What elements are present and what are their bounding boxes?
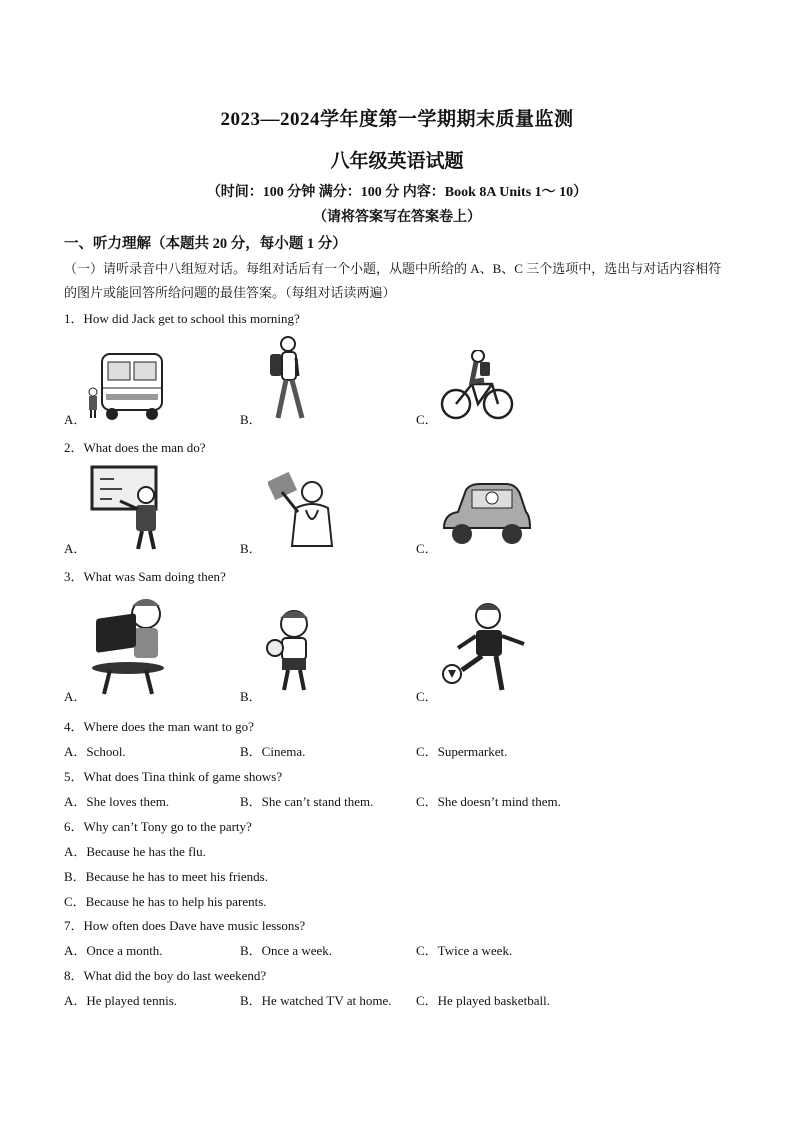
option-c[interactable]: C．Twice a week. xyxy=(416,943,513,958)
school-bus-picture xyxy=(86,348,166,422)
question-6 xyxy=(64,816,252,835)
question-7 xyxy=(64,915,305,934)
option-b[interactable]: B．Because he has to meet his friends. xyxy=(64,869,268,884)
option-b[interactable]: B．Once a week. xyxy=(240,943,333,958)
section-heading: 一、听力理解（本题共 20 分，每小题 1 分） xyxy=(64,236,347,252)
boy-at-computer-picture xyxy=(88,596,172,696)
option-a[interactable]: A． xyxy=(64,689,87,704)
option-c[interactable]: C．Supermarket. xyxy=(416,744,508,759)
cyclist-picture xyxy=(440,350,514,422)
question-text: How did Jack get to school this morning? xyxy=(83,311,300,326)
option-c[interactable]: C． xyxy=(416,689,438,704)
teacher-at-board-picture xyxy=(90,465,172,551)
option-b[interactable]: B．She can’t stand them. xyxy=(240,794,374,809)
question-number: 3． xyxy=(64,569,84,584)
question-text: How often does Dave have music lessons? xyxy=(83,918,306,933)
question-number: 4． xyxy=(64,719,84,734)
option-a[interactable]: A． xyxy=(64,412,87,427)
walking-student-picture xyxy=(262,334,312,422)
option-b[interactable]: B． xyxy=(240,412,262,427)
question-3 xyxy=(64,566,226,585)
option-c[interactable]: C． xyxy=(416,412,438,427)
question-4 xyxy=(64,716,254,735)
question-number: 7． xyxy=(64,918,84,933)
option-a[interactable]: A．Once a month. xyxy=(64,943,163,958)
option-c[interactable]: C．Because he has to help his parents. xyxy=(64,894,267,909)
boy-with-ball-picture xyxy=(266,606,316,696)
question-2 xyxy=(64,437,206,456)
boy-kicking-football-picture xyxy=(440,600,532,696)
question-8 xyxy=(64,965,266,984)
option-b[interactable]: B．He watched TV at home. xyxy=(240,993,392,1008)
option-a[interactable]: A．School. xyxy=(64,744,126,759)
option-c[interactable]: C．She doesn’t mind them. xyxy=(416,794,561,809)
exam-subtitle: 八年级英语试题 xyxy=(330,151,464,172)
exam-note: （请将答案写在答案卷上） xyxy=(313,210,481,225)
question-text: Why can’t Tony go to the party? xyxy=(83,819,252,834)
option-b[interactable]: B． xyxy=(240,689,262,704)
doctor-with-xray-picture xyxy=(268,472,340,548)
option-b[interactable]: B．Cinema. xyxy=(240,744,306,759)
question-5 xyxy=(64,766,282,785)
option-a[interactable]: A． xyxy=(64,541,87,556)
exam-title: 2023—2024学年度第一学期期末质量监测 xyxy=(220,109,574,130)
question-text: Where does the man want to go? xyxy=(83,719,254,734)
question-number: 5． xyxy=(64,769,84,784)
question-number: 8． xyxy=(64,968,84,983)
question-text: What did the boy do last weekend? xyxy=(83,968,267,983)
man-driving-car-picture xyxy=(440,478,532,550)
section-instructions: （一）请听录音中八组短对话。每组对话后有一个小题，从题中所给的 A、B、C 三个选项中，选出与对话内容相符的图片或能回答所给问题的最佳答案。（每组对话读两遍） xyxy=(64,261,722,300)
question-number: 2． xyxy=(64,440,84,455)
question-text: What does Tina think of game shows? xyxy=(83,769,283,784)
option-a[interactable]: A．He played tennis. xyxy=(64,993,178,1008)
option-a[interactable]: A．She loves them. xyxy=(64,794,170,809)
option-b[interactable]: B． xyxy=(240,541,262,556)
question-text: What was Sam doing then? xyxy=(83,569,226,584)
option-c[interactable]: C． xyxy=(416,541,438,556)
question-text: What does the man do? xyxy=(83,440,206,455)
exam-info: （时间：100 分钟 满分：100 分 内容：Book 8A Units 1～ 10） xyxy=(206,185,588,200)
option-a[interactable]: A．Because he has the flu. xyxy=(64,844,206,859)
question-number: 6． xyxy=(64,819,84,834)
option-c[interactable]: C．He played basketball. xyxy=(416,993,550,1008)
question-number: 1． xyxy=(64,311,84,326)
question-1 xyxy=(64,308,300,327)
